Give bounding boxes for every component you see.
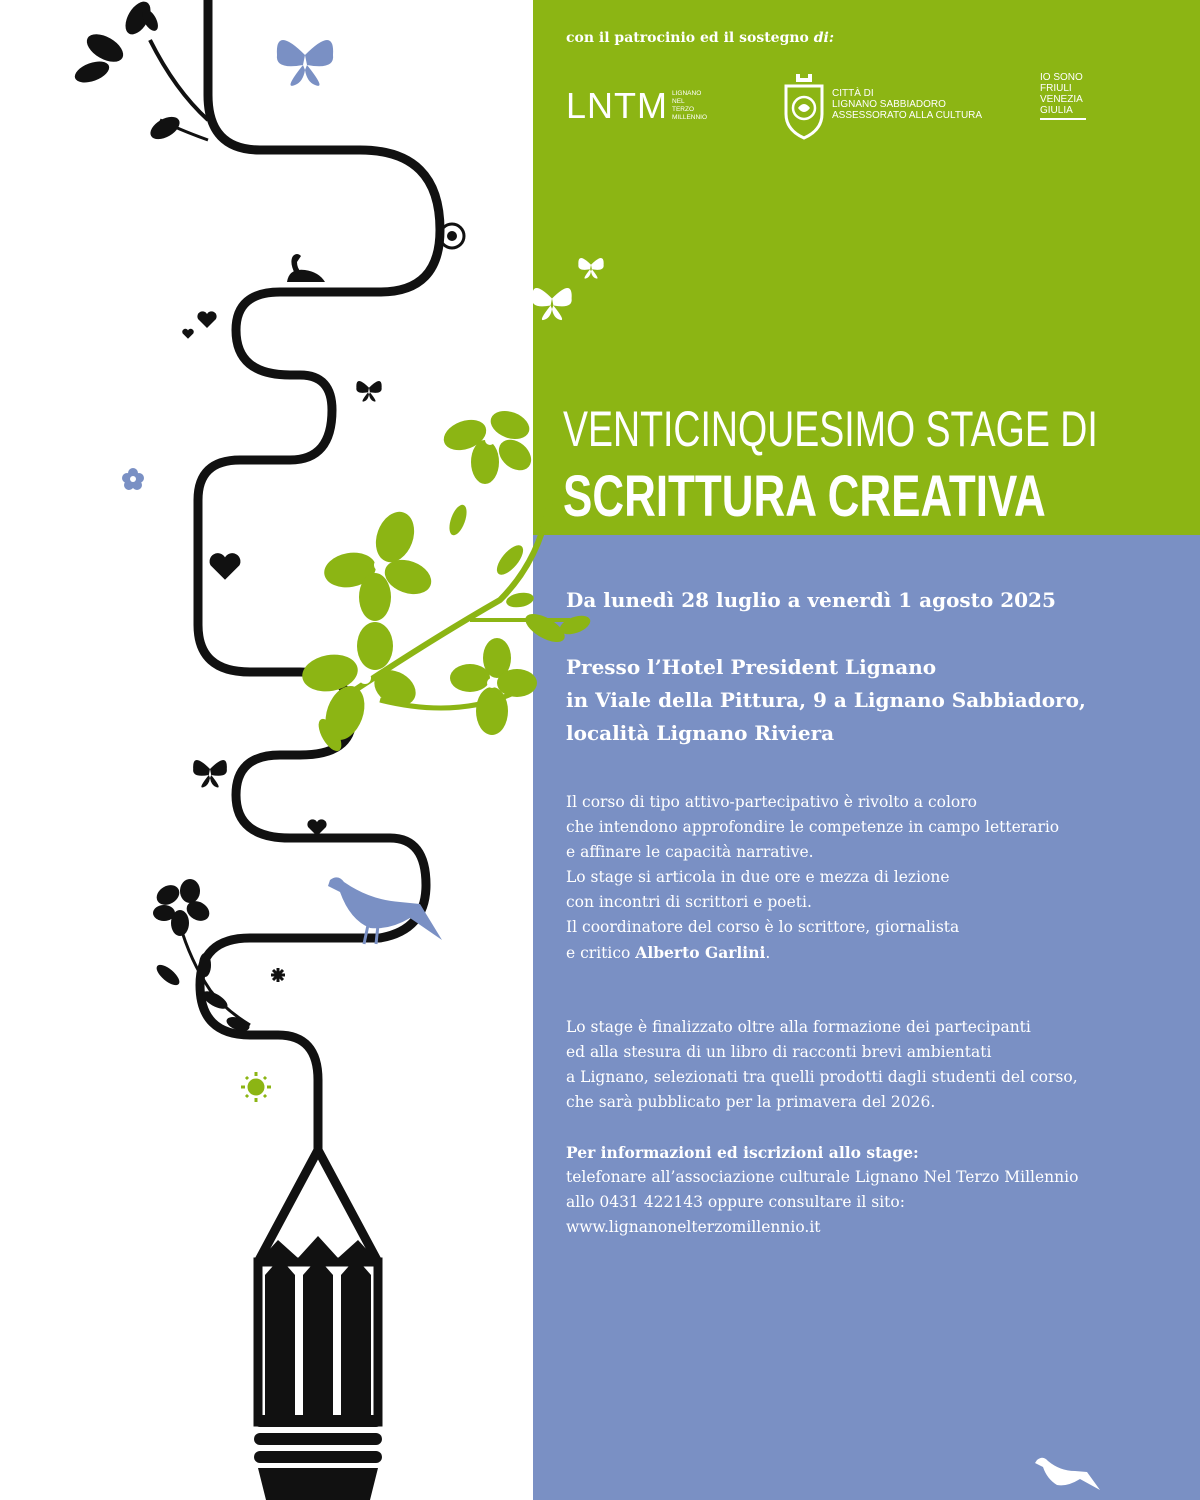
fvg-logo	[1040, 72, 1086, 120]
sponsor-caption-suffix: di:	[813, 30, 835, 46]
lntm-subtitle	[672, 90, 722, 122]
citta-line: CITTÀ DI	[832, 88, 874, 99]
flower-icon	[153, 879, 213, 936]
course-description	[566, 790, 1059, 966]
fvg-line: IO SONO	[1040, 72, 1083, 83]
crest-icon	[782, 72, 826, 140]
lntm-logo	[566, 85, 722, 127]
description-line: Il coordinatore del corso è lo scrittore, giornalista	[566, 918, 960, 936]
lntm-subtitle-line: MILLENNIO	[672, 114, 708, 121]
butterfly-icon	[532, 288, 571, 320]
green-branch-icon	[299, 406, 592, 755]
venue-line: Presso l’Hotel President Lignano	[566, 655, 937, 679]
star-icon	[271, 968, 285, 982]
citta-line: ASSESSORATO ALLA CULTURA	[832, 110, 983, 121]
fvg-line: VENEZIA	[1040, 94, 1083, 105]
butterfly-icon	[356, 381, 381, 402]
fvg-line: GIULIA	[1040, 105, 1073, 116]
fvg-line: FRIULI	[1040, 83, 1072, 94]
venue-line: località Lignano Riviera	[566, 721, 835, 745]
citta-line: LIGNANO SABBIADORO	[832, 99, 946, 110]
purpose-line: Lo stage è finalizzato oltre alla formazione dei partecipanti	[566, 1018, 1031, 1036]
info-heading: Per informazioni ed iscrizioni allo stage:	[566, 1143, 919, 1162]
sun-icon	[241, 1072, 271, 1102]
description-line	[566, 940, 1059, 966]
info-line: allo 0431 422143 oppure consultare il sito:	[566, 1193, 905, 1211]
course-purpose	[566, 1015, 1078, 1115]
sponsor-caption	[566, 30, 834, 46]
title-line-1: VENTICINQUESIMO STAGE DI	[563, 401, 1098, 457]
description-prefix: e critico	[566, 944, 631, 962]
purpose-line: ed alla stesura di un libro di racconti brevi ambientati	[566, 1043, 992, 1061]
coordinator-name: Alberto Garlini	[635, 943, 766, 962]
flower-icon	[122, 468, 144, 490]
citta-lignano-logo	[832, 88, 982, 121]
lntm-subtitle-line: LIGNANO	[672, 90, 702, 97]
purpose-line: a Lignano, selezionati tra quelli prodotti dagli studenti del corso,	[566, 1068, 1078, 1086]
description-line: e affinare le capacità narrative.	[566, 843, 814, 861]
title-line-2: SCRITTURA CREATIVA	[563, 464, 1046, 529]
pencil-icon	[254, 1150, 382, 1500]
description-line: Il corso di tipo attivo-partecipativo è rivolto a coloro	[566, 793, 977, 811]
swan-icon	[287, 254, 325, 282]
bird-icon	[1035, 1458, 1100, 1490]
venue-line: in Viale della Pittura, 9 a Lignano Sabbiadoro,	[566, 688, 1086, 712]
event-venue	[566, 651, 1086, 750]
description-line: con incontri di scrittori e poeti.	[566, 893, 812, 911]
website-link[interactable]: www.lignanonelterzomillennio.it	[566, 1218, 821, 1236]
lntm-subtitle-line: NEL	[672, 98, 685, 105]
butterfly-icon	[193, 760, 227, 788]
sponsor-caption-text: con il patrocinio ed il sostegno	[566, 30, 809, 46]
description-suffix: .	[765, 944, 771, 962]
contact-info	[566, 1140, 1078, 1240]
description-line: che intendono approfondire le competenze in campo letterario	[566, 818, 1060, 836]
butterfly-icon	[578, 258, 603, 279]
purpose-line: che sarà pubblicato per la primavera del 2026.	[566, 1093, 936, 1111]
event-dates: Da lunedì 28 luglio a venerdì 1 agosto 2025	[566, 588, 1056, 612]
info-line: telefonare all’associazione culturale Lignano Nel Terzo Millennio	[566, 1168, 1079, 1186]
lntm-subtitle-line: TERZO	[672, 106, 695, 113]
description-line: Lo stage si articola in due ore e mezza di lezione	[566, 868, 950, 886]
top-branch-icon	[72, 0, 208, 144]
butterfly-icon	[277, 40, 333, 86]
lntm-logo-text: LNTM	[566, 85, 668, 126]
